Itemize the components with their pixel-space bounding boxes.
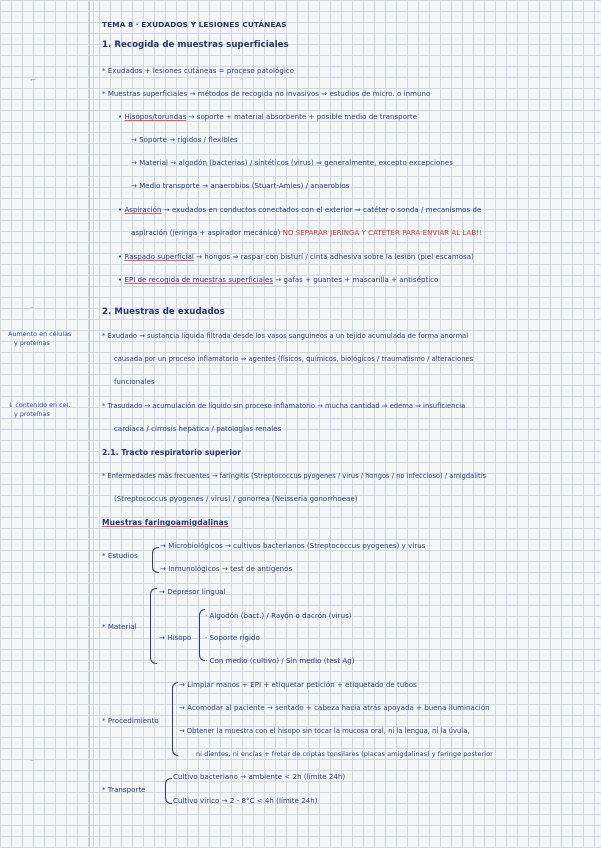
line: · Soporte rígido [205,634,260,642]
line: → Medio transporte → anaerobios (Stuart-Amies) / anaerobios [131,182,350,190]
line: → Inmunológicos → test de antígenos [160,565,293,573]
sidenote: y proteínas [14,410,50,418]
page-title: TEMA 8 · EXUDADOS Y LESIONES CUTÁNEAS [102,20,287,29]
bullet-icon: * [102,67,106,75]
hisopos-line: • Hisopos/torundas → soporte + material absorbente + posible medio de transporte [118,113,418,121]
line: funcionales [114,378,155,386]
line: causada por un proceso inflamatorio ⇒ agentes (físicos, químicos, biológicos / traumatismo / alteraciones [114,355,474,363]
bullet-icon: * [102,552,106,560]
aspiracion-line-2: aspiración (jeringa + aspirador mecánico) NO SEPARAR JERINGA Y CATÉTER PARA ENVIAR AL LAB!! [131,229,482,237]
procedimiento-label: * Procedimiento [102,717,159,725]
bullet-icon: * [102,332,106,340]
line: → Soporte → rígidos / flexibles [131,136,238,144]
epi-line: • EPI de recogida de muestras superficiales → gafas + guantes + mascarilla + antiséptico [118,276,439,284]
estudios-label: * Estudios [102,552,138,560]
section-2-1-heading: 2.1. Tracto respiratorio superior [102,448,242,457]
line: * Exudados + lesiones cutáneas = proceso patológico [102,67,295,75]
sidenote: Aumento en células [8,330,72,338]
line: * Trasudado → acumulación de líquido sin proceso inflamatorio → mucha cantidad ⇒ edema ⇒ insuficiencia [102,402,466,410]
transporte-label: * Transporte [102,786,146,794]
bullet-icon: * [102,90,106,98]
raspado-line: • Raspado superficial → hongos ⇒ raspar con bisturí / cinta adhesiva sobre la lesión (piel escamosa) [118,253,474,261]
line: * Enfermedades más frecuentes → faringitis (Streptococcus pyogenes / virus / hongos / no infeccioso) / amigdalitis [102,472,487,480]
line: ni dientes, ni encías + frotar de criptas tonsilares (placas amigdalinas) y faringe posterior [196,750,493,758]
hole-punch-mark: – [30,756,34,764]
line: → Limpiar manos + EPI + etiquetar petición + etiquetado de tubos [179,681,417,689]
subheading: Muestras faringoamigdalinas [102,518,229,527]
brace [150,588,157,664]
hole-punch-mark: – [30,303,34,311]
line: → Microbiológicos → cultivos bacterianos (Streptococcus pyogenes) y virus [160,542,426,550]
line: → Material → algodón (bacterias) / sintéticos (virus) ⇒ generalmente, excepto excepciones [131,159,453,167]
bullet-icon: * [102,786,106,794]
line: · Algodón (bact.) / Rayón o dacrón (virus) [205,612,352,620]
sidenote: y proteínas [14,339,50,347]
line: → Acomodar al paciente → sentado + cabeza hacia atrás apoyada + buena iluminación [179,704,490,712]
hole-punch-mark: ⌐ [30,76,36,84]
line: → Obtener la muestra con el hisopo sin tocar la mucosa oral, ni la lengua, ni la úvula, [179,727,470,735]
line: Cultivo bacteriano → ambiente < 2h (límite 24h) [173,773,346,781]
margin-line [89,0,90,848]
bullet-icon: * [102,472,106,480]
section-1-heading: 1. Recogida de muestras superficiales [102,40,289,50]
line: * Exudado → sustancia líquida filtrada desde los vasos sanguíneos a un tejido acumulada de forma anormal [102,332,469,340]
brace [165,778,172,804]
line: cardíaca / cirrosis hepática / patologías renales [114,425,282,433]
warning-text: NO SEPARAR JERINGA Y CATÉTER PARA ENVIAR AL LAB!! [282,229,482,237]
bullet-icon: * [102,402,106,410]
brace [172,682,178,756]
aspiracion-line: • Aspiración → exudados en conductos conectados con el exterior ⇒ catéter o sonda / mecanismos de [118,206,482,214]
line: → Depresor lingual [159,588,226,596]
bullet-icon: * [102,717,106,725]
line: · Con medio (cultivo) / Sin medio (test Ag) [205,657,355,665]
line: (Streptococcus pyogenes / virus) / gonorrea (Neisseria gonorrhoeae) [114,495,358,503]
line: * Muestras superficiales → métodos de recogida no invasivos ⇒ estudios de micro. o inmuno [102,90,431,98]
bullet-icon: * [102,623,106,631]
material-label: * Material [102,623,137,631]
line: Cultivo vírico → 2 - 8°C < 4h (límite 24h) [173,797,318,805]
sidenote: ↓ contenido en cel. [8,401,71,409]
section-2-heading: 2. Muestras de exudados [102,307,225,317]
margin-line-secondary [93,0,94,848]
brace [152,547,159,573]
line: → Hisopo [159,634,192,642]
